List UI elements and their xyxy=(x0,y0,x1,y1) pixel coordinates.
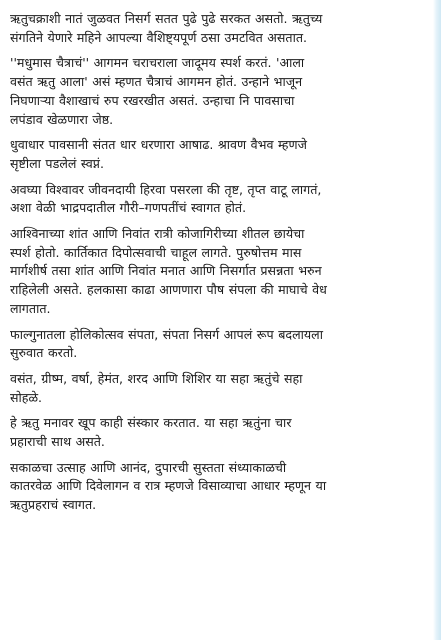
paragraph-ashwin-to-paush xyxy=(10,225,434,319)
text-line: धुवाधार पावसानी संतत धार धरणारा आषाढ. श्रावण वैभव म्हणजे xyxy=(10,137,307,153)
text-line: लागतात. xyxy=(10,300,51,316)
paragraph-chaitra-vaishakh xyxy=(10,54,434,129)
paragraph-ashadh-shravan xyxy=(10,136,434,173)
text-line: सोहळे. xyxy=(10,389,43,405)
text-line: वसंत, ग्रीष्म, वर्षा, हेमंत, शरद आणि शिशिर या सहा ऋतुंचे सहा xyxy=(10,370,303,386)
paragraph-phalgun xyxy=(10,326,434,363)
page-edge-tint xyxy=(433,0,441,640)
text-line: वसंत ऋतु आला' असं म्हणत चैत्राचं आगमन होतं. उन्हाने भाजून xyxy=(10,74,303,90)
text-line: फाल्गुनातला होलिकोत्सव संपता, संपता निसर्ग आपलं रूप बदलायला xyxy=(10,326,323,342)
text-line: स्पर्श होतो. कार्तिकात दिपोत्सवाची चाहूल लागते. पुरुषोत्तम मास xyxy=(10,244,302,260)
text-line: मार्गशीर्ष तसा शांत आणि निवांत मनात आणि निसर्गात प्रसन्नता भरुन xyxy=(10,263,322,279)
text-line: सृष्टीला पडलेलं स्वप्नं. xyxy=(10,155,104,171)
text-line: राहिलेली असते. हलकासा काढा आणणारा पौष संपला की माघाचे वेध xyxy=(10,282,327,298)
text-line: अवघ्या विश्वावर जीवनदायी हिरवा पसरला की तृष्ट, तृप्त वाटू लागतं, xyxy=(10,181,322,197)
text-line: सकाळचा उत्साह आणि आनंद, दुपारची सुस्तता संध्याकाळची xyxy=(10,459,287,475)
text-line: संगतिने येणारे महिने आपल्या वैशिष्ट्यपूर्ण ठसा उमटवित असतात. xyxy=(10,29,308,45)
text-line: सुरुवात करतो. xyxy=(10,345,78,361)
paragraph-four-prahar xyxy=(10,414,434,451)
text-line: आश्विनाच्या शांत आणि निवांत रात्री कोजागिरीच्या शीतल छायेचा xyxy=(10,226,305,242)
text-line: कातरवेळ आणि दिवेलागन व रात्र म्हणजे विसाव्याचा आधार म्हणून या xyxy=(10,478,327,494)
text-line: अशा वेळी भाद्रपदातील गौरी–गणपतींचं स्वागत होतं. xyxy=(10,200,247,216)
paragraph-day-cycle xyxy=(10,459,434,515)
paragraph-seasons-intro xyxy=(10,10,434,47)
marathi-essay-text xyxy=(10,10,434,522)
text-line: ''मधुमास चैत्राचं'' आगमन चराचराला जादूमय स्पर्श करतं. 'आला xyxy=(10,55,305,71)
text-line: लपंडाव खेळणारा जेष्ठ. xyxy=(10,111,114,127)
text-line: ऋतुप्रहराचं स्वागत. xyxy=(10,497,97,513)
text-line: प्रहाराची साथ असते. xyxy=(10,434,105,450)
text-line: निघणाऱ्या वैशाखाचं रुप रखरखीत असतं. उन्हाचा नि पावसाचा xyxy=(10,92,295,108)
text-line: ऋतुचक्राशी नातं जुळवत निसर्ग सतत पुढे पुढे सरकत असतो. ऋतुच्य xyxy=(10,11,323,26)
paragraph-six-seasons xyxy=(10,370,434,407)
paragraph-bhadrapad xyxy=(10,181,434,218)
text-line: हे ऋतु मनावर खूप काही संस्कार करतात. या सहा ऋतुंना चार xyxy=(10,415,292,431)
